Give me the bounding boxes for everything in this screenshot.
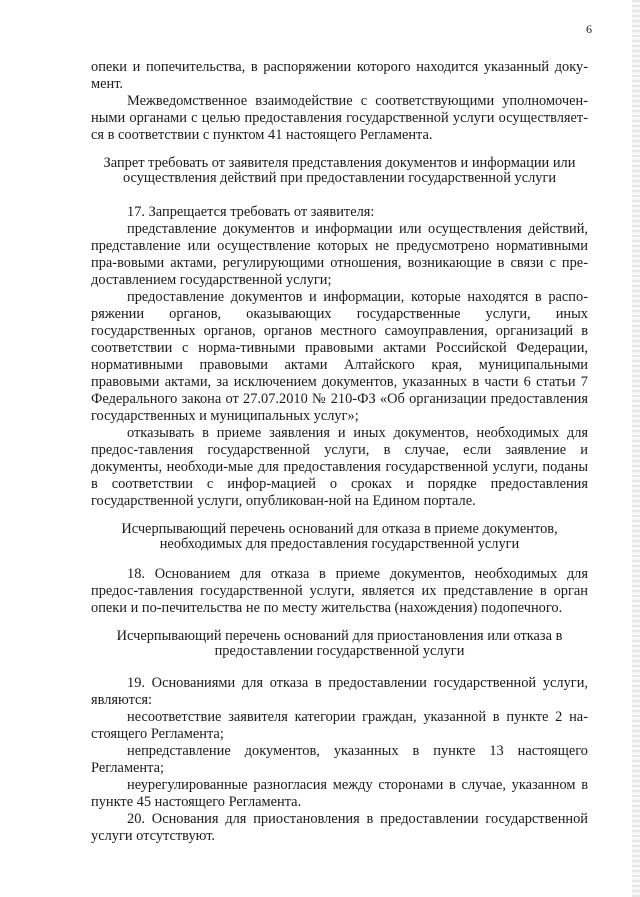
document-body [91, 59, 588, 845]
section-heading: Исчерпывающий перечень оснований для отказа в приеме документов, необходимых для предоставления государственной услуги [121, 521, 558, 552]
paragraph: опеки и попечительства, в распоряжении которого находится указанный доку-мент. [91, 59, 588, 92]
paragraph: неурегулированные разногласия между сторонами в случае, указанном в пункте 45 настоящего Регламента. [91, 777, 588, 810]
section-heading: Запрет требовать от заявителя представления документов и информации или осуществления действий при предоставлении государственной услуги [103, 155, 576, 186]
page-number: 6 [586, 22, 592, 36]
paragraph: отказывать в приеме заявления и иных документов, необходимых для предос-тавления государственной услуги, в случае, если заявление и документы, необходи-мые для предоставления государственной услуги, поданы в соответствии с инфор-мацией о сроках и порядке предоставления государственной услуги, опубликован-ной на Едином портале. [91, 425, 588, 509]
section-heading: Исчерпывающий перечень оснований для приостановления или отказа в предоставлении государственной услуги [116, 628, 563, 659]
paragraph: 20. Основания для приостановления в предоставлении государственной услуги отсутствуют. [91, 811, 588, 844]
paragraph: несоответствие заявителя категории граждан, указанной в пункте 2 на-стоящего Регламента; [91, 709, 588, 742]
paragraph: 17. Запрещается требовать от заявителя: [127, 204, 375, 220]
paragraph: 19. Основаниями для отказа в предоставлении государственной услуги, являются: [91, 675, 588, 708]
paragraph: предоставление документов и информации, которые находятся в распо-ряжении органов, оказывающих государственные услуги, иных государственных органов, органов местного самоуправления, организаций в соответствии с норма-тивными правовыми актами Российской Федерации, нормативными правовыми актами Алтайского края, муниципальными правовыми актами, за исключением документов, указанных в части 6 статьи 7 Федерального закона от 27.07.2010 № 210-ФЗ «Об организации предоставления государственных и муниципальных услуг»; [91, 289, 588, 424]
paragraph: представление документов и информации или осуществления действий, представление или осуществление которых не предусмотрено нормативными пра-вовыми актами, регулирующими отношения, возникающие в связи с пре-доставлением государственной услуги; [91, 221, 588, 288]
paragraph: непредставление документов, указанных в пункте 13 настоящего Регламента; [91, 743, 588, 776]
paragraph: 18. Основанием для отказа в приеме документов, необходимых для предос-тавления государственной услуги, является их представление в орган опеки и по-печительства не по месту жительства (нахождения) подопечного. [91, 566, 588, 616]
paragraph: Межведомственное взаимодействие с соответствующими уполномочен-ными органами с целью предоставления государственной услуги осуществляет-ся в соответствии с пунктом 41 настоящего Регламента. [91, 93, 588, 143]
scan-edge [632, 0, 640, 897]
